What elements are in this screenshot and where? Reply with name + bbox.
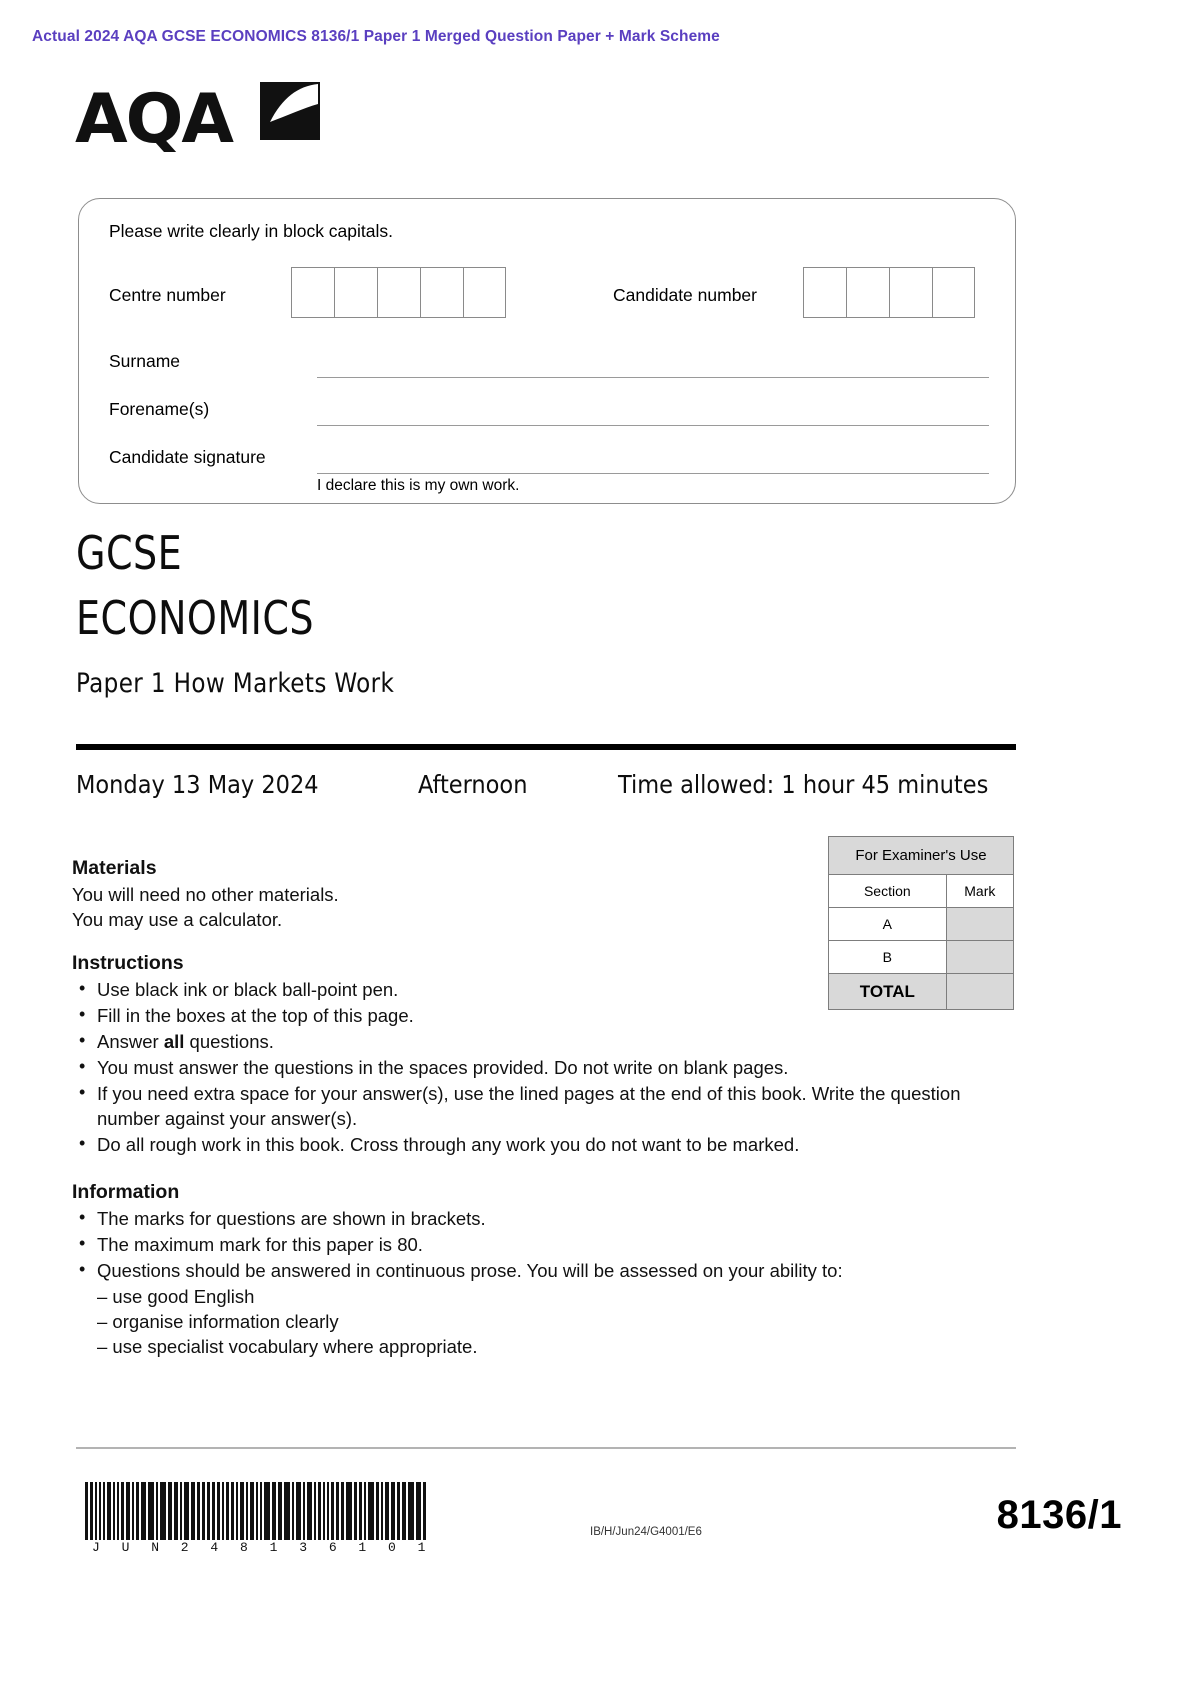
barcode-bar — [126, 1482, 130, 1540]
barcode-bar — [113, 1482, 115, 1540]
barcode-bar — [222, 1482, 224, 1540]
sub-list-item: – organise information clearly — [97, 1311, 339, 1332]
materials-line: You may use a calculator. — [72, 909, 283, 930]
paper-title: Paper 1 How Markets Work — [76, 668, 395, 699]
spacer — [72, 932, 1002, 951]
total-label: TOTAL — [829, 974, 947, 1010]
aqa-logo-text: AQA — [75, 80, 233, 159]
list-item: • Fill in the boxes at the top of this page. — [72, 1003, 1002, 1028]
examiner-table-title: For Examiner's Use — [829, 837, 1014, 875]
barcode-bar — [202, 1482, 205, 1540]
subject-title: ECONOMICS — [76, 591, 315, 645]
barcode-bar — [397, 1482, 400, 1540]
barcode-bar — [284, 1482, 290, 1540]
listing-title: Actual 2024 AQA GCSE ECONOMICS 8136/1 Paper 1 Merged Question Paper + Mark Scheme — [32, 28, 720, 45]
answer-all-bold: all — [163, 1031, 185, 1052]
barcode-digits: J U N 2 4 8 1 3 6 1 0 1 — [92, 1540, 433, 1555]
barcode-bar — [331, 1482, 334, 1540]
barcode-bar — [217, 1482, 220, 1540]
barcode-bar — [85, 1482, 88, 1540]
candidate-number-cell[interactable] — [803, 267, 846, 318]
barcode-bar — [136, 1482, 139, 1540]
number-fields-row — [109, 267, 989, 319]
barcode-bar — [191, 1482, 195, 1540]
block-capitals-instruction: Please write clearly in block capitals. — [109, 221, 394, 241]
barcode-bar — [385, 1482, 389, 1540]
barcode — [85, 1480, 435, 1540]
exam-details-line — [76, 770, 1016, 806]
barcode-bar — [246, 1482, 248, 1540]
barcode-bar — [95, 1482, 97, 1540]
candidate-signature-input[interactable] — [317, 473, 989, 474]
barcode-bar — [256, 1482, 258, 1540]
forename-label: Forename(s) — [109, 399, 210, 419]
barcode-bar — [272, 1482, 276, 1540]
spacer — [72, 1158, 1002, 1180]
list-item — [72, 1029, 1002, 1054]
sub-list-item: – use specialist vocabulary where appropriate. — [97, 1336, 478, 1357]
forename-row — [109, 399, 989, 439]
barcode-bar — [314, 1482, 316, 1540]
barcode-bar — [296, 1482, 301, 1540]
aqa-leaf-icon — [260, 82, 320, 140]
barcode-bar — [117, 1482, 119, 1540]
barcode-bar — [160, 1482, 166, 1540]
paper-instructions-block — [72, 856, 1002, 1359]
barcode-bar — [236, 1482, 238, 1540]
surname-input[interactable] — [317, 377, 989, 378]
exam-date: Monday 13 May 2024 — [76, 770, 319, 799]
barcode-bar — [260, 1482, 262, 1540]
barcode-bar — [103, 1482, 105, 1540]
barcode-bar — [391, 1482, 395, 1540]
signature-row — [109, 447, 989, 487]
time-allowed: Time allowed: 1 hour 45 minutes — [618, 770, 989, 799]
barcode-bar — [168, 1482, 172, 1540]
barcode-bar — [341, 1482, 344, 1540]
instructions-list — [72, 977, 1002, 1157]
barcode-bar — [180, 1482, 182, 1540]
information-heading: Information — [72, 1181, 180, 1203]
barcode-bar — [141, 1482, 146, 1540]
column-header-section: Section — [829, 875, 947, 908]
list-item: • The maximum mark for this paper is 80. — [72, 1232, 1002, 1257]
surname-label: Surname — [109, 351, 181, 371]
answer-all-suffix: questions. — [184, 1031, 274, 1052]
barcode-bar — [354, 1482, 357, 1540]
centre-number-label: Centre number — [109, 285, 226, 305]
candidate-signature-label: Candidate signature — [109, 447, 266, 467]
centre-number-cell[interactable] — [334, 267, 377, 318]
reference-code: IB/H/Jun24/G4001/E6 — [590, 1526, 702, 1538]
paper-code: 8136/1 — [996, 1493, 1122, 1537]
barcode-bar — [292, 1482, 294, 1540]
list-item: • Questions should be answered in continuous prose. You will be assessed on your ability to: — [72, 1258, 1002, 1283]
barcode-bar — [226, 1482, 229, 1540]
barcode-bar — [278, 1482, 282, 1540]
barcode-bar — [307, 1482, 312, 1540]
candidate-number-input[interactable] — [803, 267, 975, 318]
candidate-number-label: Candidate number — [613, 285, 757, 305]
barcode-bar — [231, 1482, 234, 1540]
barcode-bar — [148, 1482, 154, 1540]
materials-line: You will need no other materials. — [72, 884, 339, 905]
barcode-bar — [107, 1482, 111, 1540]
barcode-bar — [376, 1482, 379, 1540]
column-header-mark: Mark — [946, 875, 1013, 908]
barcode-bar — [318, 1482, 321, 1540]
candidate-number-cell[interactable] — [889, 267, 932, 318]
barcode-bar — [368, 1482, 374, 1540]
centre-number-cell[interactable] — [291, 267, 334, 318]
barcode-bar — [416, 1482, 421, 1540]
declaration-text: I declare this is my own work. — [317, 477, 520, 494]
barcode-bar — [250, 1482, 254, 1540]
barcode-bar — [336, 1482, 339, 1540]
exam-session: Afternoon — [418, 770, 528, 799]
barcode-bar — [207, 1482, 210, 1540]
list-item: • You must answer the questions in the spaces provided. Do not write on blank pages. — [72, 1055, 797, 1080]
information-list — [72, 1206, 1002, 1283]
barcode-bar — [327, 1482, 329, 1540]
sub-list-item: – use good English — [97, 1286, 255, 1307]
instructions-heading: Instructions — [72, 952, 184, 974]
materials-heading: Materials — [72, 857, 157, 879]
barcode-bar — [197, 1482, 200, 1540]
forename-input[interactable] — [317, 425, 989, 426]
barcode-bar — [423, 1482, 426, 1540]
barcode-bar — [240, 1482, 244, 1540]
list-item: • Use black ink or black ball-point pen. — [72, 977, 1002, 1002]
header-divider — [76, 744, 1016, 750]
qualification-title: GCSE — [76, 526, 183, 580]
footer-divider — [76, 1447, 1016, 1449]
candidate-number-cell[interactable] — [932, 267, 975, 318]
barcode-bar — [303, 1482, 305, 1540]
list-item: • The marks for questions are shown in brackets. — [72, 1206, 1002, 1231]
barcode-bar — [381, 1482, 383, 1540]
aqa-logo — [75, 82, 325, 162]
candidate-details-box — [78, 198, 1016, 504]
barcode-bar — [408, 1482, 414, 1540]
barcode-bar — [402, 1482, 406, 1540]
barcode-bar — [346, 1482, 352, 1540]
list-item: • If you need extra space for your answer(s), use the lined pages at the end of this book. Write the question number against your answer(s). — [72, 1081, 1002, 1131]
barcode-bar — [90, 1482, 93, 1540]
barcode-bar — [121, 1482, 124, 1540]
surname-row — [109, 351, 989, 391]
centre-number-cell[interactable] — [377, 267, 420, 318]
centre-number-cell[interactable] — [420, 267, 463, 318]
barcode-bar — [99, 1482, 101, 1540]
barcode-bar — [212, 1482, 215, 1540]
barcode-bar — [264, 1482, 270, 1540]
barcode-bar — [359, 1482, 362, 1540]
section-a-label: A — [829, 908, 947, 941]
barcode-bar — [364, 1482, 366, 1540]
barcode-bar — [174, 1482, 178, 1540]
answer-all-prefix: Answer — [97, 1031, 164, 1052]
barcode-bar — [184, 1482, 189, 1540]
centre-number-input[interactable] — [291, 267, 506, 318]
barcode-bar — [132, 1482, 134, 1540]
section-b-label: B — [829, 941, 947, 974]
barcode-bar — [323, 1482, 325, 1540]
centre-number-cell[interactable] — [463, 267, 506, 318]
list-item: • Do all rough work in this book. Cross through any work you do not want to be marked. — [72, 1132, 1002, 1157]
candidate-number-cell[interactable] — [846, 267, 889, 318]
barcode-bar — [156, 1482, 158, 1540]
